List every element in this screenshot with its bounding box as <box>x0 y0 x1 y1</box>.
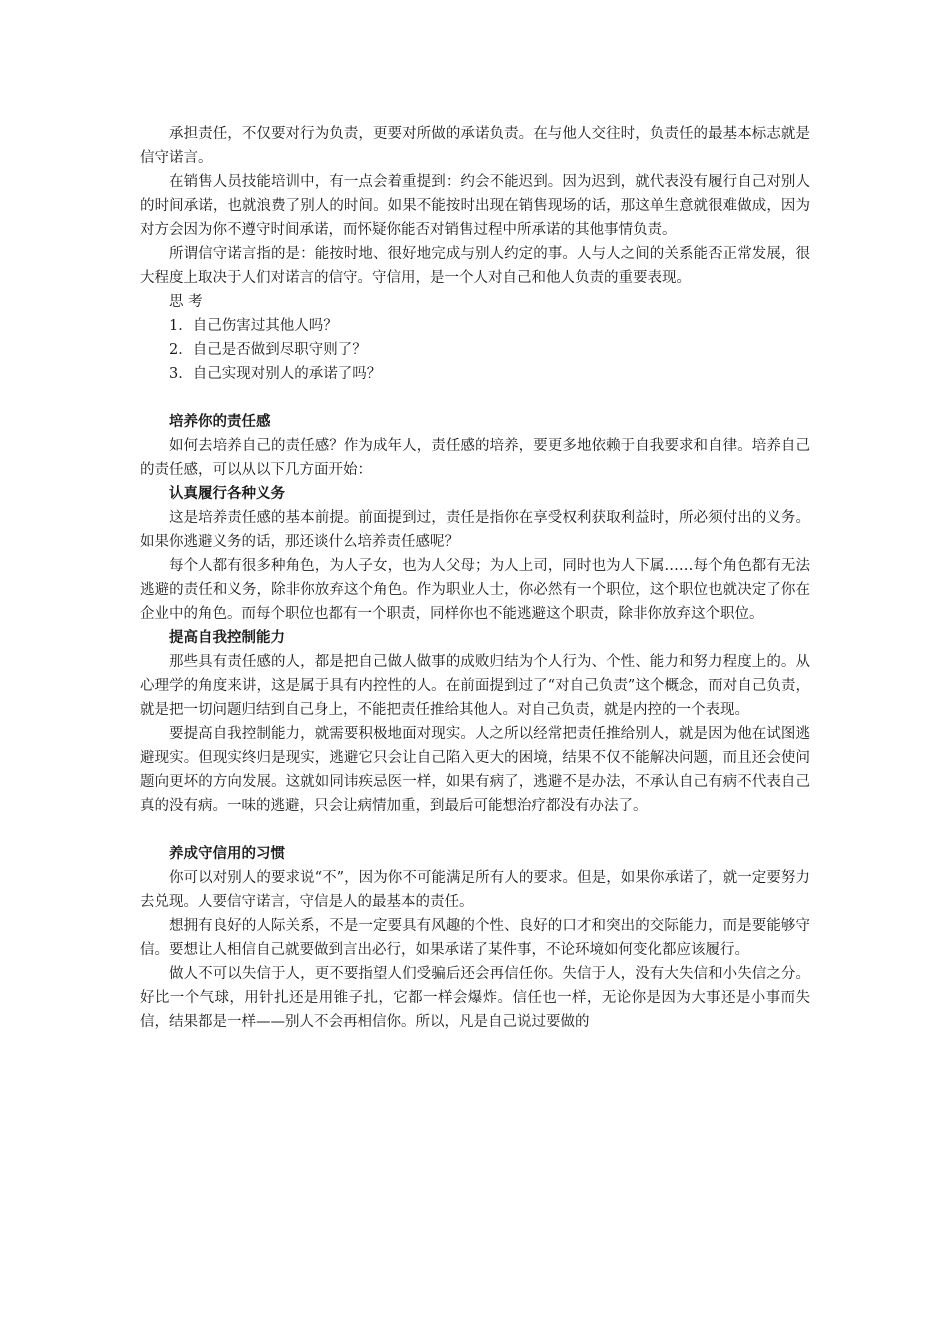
section-heading-trust: 养成守信用的习惯 <box>169 846 285 862</box>
section-heading-responsibility: 培养你的责任感 <box>169 414 271 430</box>
paragraph: 想拥有良好的人际关系，不是一定要具有风趣的个性、良好的口才和突出的交际能力，而是要能够守信。要想让人相信自己就要做到言出必行，如果承诺了某件事，不论环境如何变化都应该履行。 <box>140 918 810 958</box>
think-item: 2．自己是否做到尽职守则了？ <box>169 342 367 358</box>
paragraph: 那些具有责任感的人，都是把自己做人做事的成败归结为个人行为、个性、能力和努力程度上的。从心理学的角度来讲，这是属于具有内控性的人。在前面提到过了“对自己负责”这个概念，而对自己负责，就是把一切问题归结到自己身上，不能把责任推给其他人。对自己负责，就是内控的一个表现。 <box>140 654 810 718</box>
subheading-duties: 认真履行各种义务 <box>169 486 285 502</box>
paragraph: 这是培养责任感的基本前提。前面提到过，责任是指你在享受权利获取利益时，所必须付出的义务。如果你逃避义务的话，那还谈什么培养责任感呢？ <box>140 510 810 550</box>
subheading-self-control: 提高自我控制能力 <box>169 630 285 646</box>
paragraph: 如何去培养自己的责任感？作为成年人，责任感的培养，要更多地依赖于自我要求和自律。培养自己的责任感，可以从以下几方面开始： <box>140 438 810 478</box>
think-item: 1．自己伤害过其他人吗？ <box>169 318 338 334</box>
paragraph: 你可以对别人的要求说“不”，因为你不可能满足所有人的要求。但是，如果你承诺了，就一定要努力去兑现。人要信守诺言，守信是人的最基本的责任。 <box>140 870 810 910</box>
think-item: 3．自己实现对别人的承诺了吗？ <box>169 366 382 382</box>
think-label: 思 考 <box>169 294 203 310</box>
document-body <box>140 122 810 1034</box>
paragraph: 每个人都有很多种角色，为人子女，也为人父母；为人上司，同时也为人下属……每个角色都有无法逃避的责任和义务，除非你放弃这个角色。作为职业人士，你必然有一个职位，这个职位也就决定了你在企业中的角色。而每个职位也都有一个职责，同样你也不能逃避这个职责，除非你放弃这个职位。 <box>140 558 810 622</box>
paragraph: 要提高自我控制能力，就需要积极地面对现实。人之所以经常把责任推给别人，就是因为他在试图逃避现实。但现实终归是现实，逃避它只会让自己陷入更大的困境，结果不仅不能解决问题，而且还会使问题向更坏的方向发展。这就如同讳疾忌医一样，如果有病了，逃避不是办法，不承认自己有病不代表自己真的没有病。一味的逃避，只会让病情加重，到最后可能想治疗都没有办法了。 <box>140 726 810 814</box>
paragraph: 做人不可以失信于人，更不要指望人们受骗后还会再信任你。失信于人，没有大失信和小失信之分。好比一个气球，用针扎还是用锥子扎，它都一样会爆炸。信任也一样，无论你是因为大事还是小事而失信，结果都是一样——别人不会再相信你。所以，凡是自己说过要做的 <box>140 966 810 1030</box>
paragraph: 承担责任，不仅要对行为负责，更要对所做的承诺负责。在与他人交往时，负责任的最基本标志就是信守诺言。 <box>140 126 810 166</box>
paragraph: 在销售人员技能培训中，有一点会着重提到：约会不能迟到。因为迟到，就代表没有履行自己对别人的时间承诺，也就浪费了别人的时间。如果不能按时出现在销售现场的话，那这单生意就很难做成，因为对方会因为你不遵守时间承诺，而怀疑你能否对销售过程中所承诺的其他事情负责。 <box>140 174 810 238</box>
paragraph: 所谓信守诺言指的是：能按时地、很好地完成与别人约定的事。人与人之间的关系能否正常发展，很大程度上取决于人们对诺言的信守。守信用，是一个人对自己和他人负责的重要表现。 <box>140 246 810 286</box>
